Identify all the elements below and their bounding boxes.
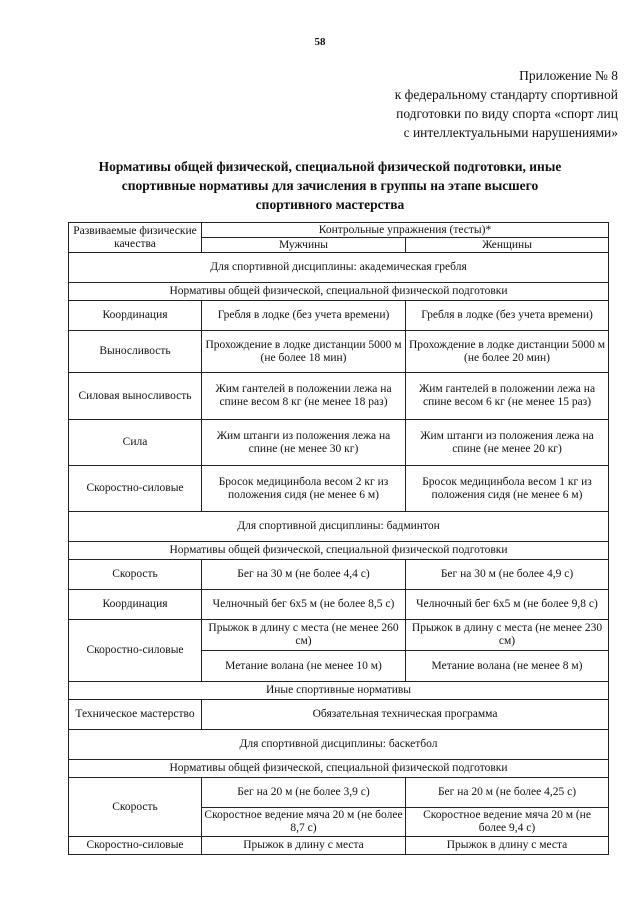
quality-cell: Скорость	[69, 560, 202, 590]
women-cell: Жим гантелей в положении лежа на спине весом 6 кг (не менее 15 раз)	[406, 373, 609, 420]
women-cell: Бег на 20 м (не более 4,25 с)	[406, 778, 609, 808]
table-row	[69, 560, 609, 590]
men-cell: Скоростное ведение мяча 20 м (не более 8,7 с)	[202, 808, 406, 837]
table-row	[69, 420, 609, 466]
table-row	[69, 837, 609, 855]
quality-cell: Скоростно-силовые	[69, 837, 202, 855]
table-row	[69, 700, 609, 730]
header-row	[69, 223, 609, 238]
header-qualities: Развиваемые физические качества	[69, 223, 202, 253]
women-cell: Челночный бег 6х5 м (не более 9,8 с)	[406, 590, 609, 620]
women-cell: Бросок медицинбола весом 1 кг из положения сидя (не менее 6 м)	[406, 466, 609, 512]
quality-cell: Силовая выносливость	[69, 373, 202, 420]
table-row	[69, 373, 609, 420]
table-row	[69, 778, 609, 808]
table-row	[69, 301, 609, 331]
title-line: спортивные нормативы для зачисления в группы на этапе высшего	[121, 178, 539, 193]
women-cell: Гребля в лодке (без учета времени)	[406, 301, 609, 331]
men-cell: Прыжок в длину с места (не менее 260 см)	[202, 620, 406, 651]
quality-cell: Техническое мастерство	[69, 700, 202, 730]
appendix-line: к федеральному стандарту спортивной	[394, 87, 618, 102]
subsection-row	[69, 542, 609, 560]
section-title: Для спортивной дисциплины: бадминтон	[69, 512, 609, 542]
women-cell: Прыжок в длину с места	[406, 837, 609, 855]
header-tests: Контрольные упражнения (тесты)*	[202, 223, 609, 238]
appendix-line: с интеллектуальными нарушениями»	[403, 125, 618, 140]
quality-cell: Выносливость	[69, 331, 202, 373]
table-row	[69, 620, 609, 651]
quality-cell: Скоростно-силовые	[69, 466, 202, 512]
subsection-row	[69, 760, 609, 778]
women-cell: Скоростное ведение мяча 20 м (не более 9,4 с)	[406, 808, 609, 837]
men-cell: Гребля в лодке (без учета времени)	[202, 301, 406, 331]
appendix-header	[395, 66, 618, 142]
page-number: 58	[314, 36, 326, 48]
header-women: Женщины	[406, 238, 609, 253]
men-cell: Бег на 20 м (не более 3,9 с)	[202, 778, 406, 808]
section-title: Для спортивной дисциплины: академическая гребля	[69, 253, 609, 283]
tech-program-cell: Обязательная техническая программа	[202, 700, 609, 730]
appendix-line: Приложение № 8	[519, 68, 618, 83]
quality-cell: Координация	[69, 301, 202, 331]
men-cell: Жим штанги из положения лежа на спине (не менее 30 кг)	[202, 420, 406, 466]
subsection-row	[69, 283, 609, 301]
men-cell: Прыжок в длину с места	[202, 837, 406, 855]
table-row	[69, 466, 609, 512]
table-row	[69, 331, 609, 373]
document-title	[60, 157, 600, 214]
men-cell: Метание волана (не менее 10 м)	[202, 651, 406, 682]
quality-cell: Сила	[69, 420, 202, 466]
header-men: Мужчины	[202, 238, 406, 253]
subsection-title: Нормативы общей физической, специальной физической подготовки	[69, 283, 609, 301]
subsection-title: Нормативы общей физической, специальной физической подготовки	[69, 760, 609, 778]
section-title: Для спортивной дисциплины: баскетбол	[69, 730, 609, 760]
appendix-line: подготовки по виду спорта «спорт лиц	[396, 106, 618, 121]
quality-cell: Координация	[69, 590, 202, 620]
women-cell: Жим штанги из положения лежа на спине (не менее 20 кг)	[406, 420, 609, 466]
title-line: Нормативы общей физической, специальной физической подготовки, иные	[98, 159, 562, 174]
quality-cell: Скорость	[69, 778, 202, 837]
standards-table	[68, 222, 609, 855]
subsection-title: Нормативы общей физической, специальной физической подготовки	[69, 542, 609, 560]
section-row	[69, 730, 609, 760]
men-cell: Челночный бег 6х5 м (не более 8,5 с)	[202, 590, 406, 620]
title-line: спортивного мастерства	[255, 197, 405, 212]
women-cell: Прохождение в лодке дистанции 5000 м (не более 20 мин)	[406, 331, 609, 373]
subsection-row	[69, 682, 609, 700]
men-cell: Жим гантелей в положении лежа на спине весом 8 кг (не менее 18 раз)	[202, 373, 406, 420]
subsection-title: Иные спортивные нормативы	[69, 682, 609, 700]
section-row	[69, 512, 609, 542]
men-cell: Бег на 30 м (не более 4,4 с)	[202, 560, 406, 590]
women-cell: Бег на 30 м (не более 4,9 с)	[406, 560, 609, 590]
table-row	[69, 590, 609, 620]
women-cell: Прыжок в длину с места (не менее 230 см)	[406, 620, 609, 651]
men-cell: Бросок медицинбола весом 2 кг из положения сидя (не менее 6 м)	[202, 466, 406, 512]
section-row	[69, 253, 609, 283]
quality-cell: Скоростно-силовые	[69, 620, 202, 682]
women-cell: Метание волана (не менее 8 м)	[406, 651, 609, 682]
men-cell: Прохождение в лодке дистанции 5000 м (не более 18 мин)	[202, 331, 406, 373]
